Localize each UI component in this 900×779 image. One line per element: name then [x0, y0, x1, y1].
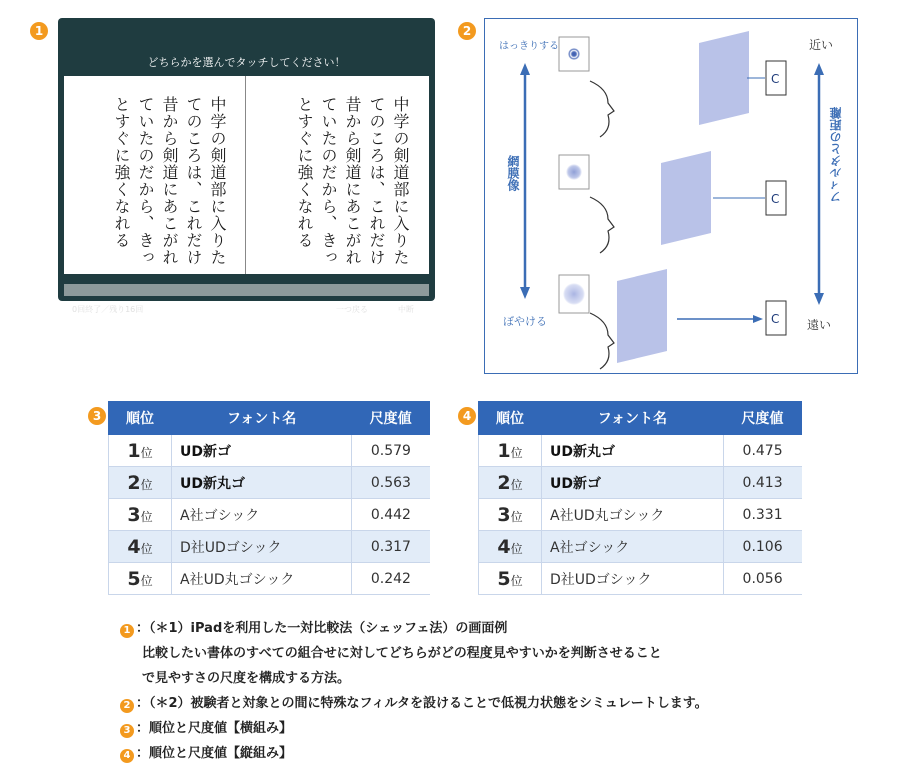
font-name: A社UD丸ゴシック: [542, 499, 724, 531]
rank-suffix: 位: [510, 445, 523, 460]
scale-value: 0.242: [352, 563, 430, 595]
rank-number: 5: [497, 567, 511, 590]
face-profile-icon: [590, 313, 614, 369]
table-row: [479, 499, 802, 531]
ipad-instruction: どちらかを選んでタッチしてください！: [147, 56, 346, 69]
rank-suffix: 位: [140, 477, 153, 492]
table-row: [109, 499, 430, 531]
filter-panel: [699, 31, 749, 125]
badge-2: 2: [458, 22, 476, 40]
header-font: フォント名: [172, 402, 352, 435]
note-badge-3: 3: [120, 724, 134, 738]
font-name: A社ゴシック: [172, 499, 352, 531]
rank-number: 3: [497, 503, 511, 526]
note-2: [120, 691, 708, 716]
rank-suffix: 位: [140, 509, 153, 524]
scale-value: 0.442: [352, 499, 430, 531]
face-profile-icon: [590, 81, 614, 137]
table-row: [109, 467, 430, 499]
badge-3: 3: [88, 407, 106, 425]
note-4-text: ：順位と尺度値【縦組み】: [136, 746, 293, 761]
font-name: D社UDゴシック: [542, 563, 724, 595]
scale-value: 0.317: [352, 531, 430, 563]
blur-label: ぼやける: [503, 315, 547, 328]
rank-suffix: 位: [510, 573, 523, 588]
note-3-text: ：順位と尺度値【横組み】: [136, 721, 293, 736]
note-1-line3: で見やすさの尺度を構成する方法。: [142, 671, 351, 686]
rank-number: 1: [497, 439, 511, 462]
ipad-choice-area: [64, 76, 429, 274]
progress-bar: [64, 284, 429, 296]
rank-number: 1: [127, 439, 141, 462]
font-name: UD新丸ゴ: [172, 467, 352, 499]
note-3: [120, 716, 708, 741]
ranking-table-vertical: [478, 401, 802, 595]
rank-suffix: 位: [140, 573, 153, 588]
note-badge-4: 4: [120, 749, 134, 763]
table-row: [479, 467, 802, 499]
rank-suffix: 位: [510, 477, 523, 492]
ipad-footer: [58, 302, 435, 316]
table-row: [109, 531, 430, 563]
font-name: UD新ゴ: [172, 435, 352, 467]
header-font: フォント名: [542, 402, 724, 435]
header-rank: 順位: [109, 402, 172, 435]
stop-button[interactable]: 中断: [398, 305, 414, 314]
choice-panel-right[interactable]: [247, 76, 428, 274]
table-row: [479, 435, 802, 467]
rank-suffix: 位: [140, 445, 153, 460]
badge-1: 1: [30, 22, 48, 40]
header-rank: 順位: [479, 402, 542, 435]
rank-suffix: 位: [140, 541, 153, 556]
back-button[interactable]: 一つ戻る: [336, 305, 368, 314]
ring-blur-icon: [563, 283, 585, 305]
distance-label: フィルタとの距離: [829, 107, 843, 203]
font-name: D社UDゴシック: [172, 531, 352, 563]
table-row: [479, 531, 802, 563]
rank-number: 4: [497, 535, 511, 558]
rank-number: 3: [127, 503, 141, 526]
clear-label: はっきりする: [499, 41, 559, 52]
ipad-screen: [58, 18, 435, 314]
note-2-text: ：（＊2）被験者と対象との間に特殊なフィルタを設けることで低視力状態をシミュレートします。: [136, 696, 708, 711]
table-row: [109, 435, 430, 467]
rank-number: 4: [127, 535, 141, 558]
landolt-c-icon: C: [771, 312, 780, 326]
filter-panel: [661, 151, 711, 245]
ranking-table-horizontal: [108, 401, 430, 595]
caption-notes: [120, 616, 708, 766]
filter-diagram: [484, 18, 858, 374]
rank-suffix: 位: [510, 541, 523, 556]
panel-left-text: 中学の剣道部に入りたてのころは、これだけ昔から剣道にあこがれていたのだから、きっとすぐに強くなれる: [112, 96, 227, 266]
scale-value: 0.331: [723, 499, 801, 531]
scale-value: 0.106: [723, 531, 801, 563]
scale-value: 0.475: [723, 435, 801, 467]
arrow-head-down: [520, 287, 530, 299]
near-label: 近い: [809, 38, 834, 52]
rank-number: 2: [497, 471, 511, 494]
scale-value: 0.056: [723, 563, 801, 595]
table-row: [479, 563, 802, 595]
note-4: [120, 741, 708, 766]
filter-panel: [617, 269, 667, 363]
note-1-line1: ：（＊1）iPadを利用した一対比較法（シェッフェ法）の画面例: [136, 621, 508, 636]
progress-count: 0回終了／残り16回: [72, 305, 144, 314]
ring-mid-icon: [566, 164, 582, 180]
rank-number: 5: [127, 567, 141, 590]
far-label: 遠い: [807, 318, 832, 332]
scale-value: 0.413: [723, 467, 801, 499]
face-profile-icon: [590, 197, 614, 253]
rank-number: 2: [127, 471, 141, 494]
landolt-c-icon: C: [771, 72, 780, 86]
note-1: [120, 616, 708, 641]
font-name: A社UD丸ゴシック: [172, 563, 352, 595]
font-name: UD新ゴ: [542, 467, 724, 499]
filter-diagram-svg: [485, 19, 857, 373]
font-name: UD新丸ゴ: [542, 435, 724, 467]
header-value: 尺度値: [723, 402, 801, 435]
rank-suffix: 位: [510, 509, 523, 524]
table-header-row: [109, 402, 430, 435]
landolt-c-icon: C: [771, 192, 780, 206]
badge-4: 4: [458, 407, 476, 425]
header-value: 尺度値: [352, 402, 430, 435]
note-1-line2: 比較したい書体のすべての組合せに対してどちらがどの程度見やすいかを判断させること: [142, 646, 662, 661]
font-name: A社ゴシック: [542, 531, 724, 563]
note-badge-2: 2: [120, 699, 134, 713]
table-row: [109, 563, 430, 595]
panel-right-text: 中学の剣道部に入りたてのころは、これだけ昔から剣道にあこがれていたのだから、きっとすぐに強くなれる: [295, 96, 410, 266]
scale-value: 0.579: [352, 435, 430, 467]
arrow-head-right: [753, 315, 763, 323]
table-header-row: [479, 402, 802, 435]
note-badge-1: 1: [120, 624, 134, 638]
arrow-head-up: [520, 63, 530, 75]
scale-value: 0.563: [352, 467, 430, 499]
choice-panel-left[interactable]: [64, 76, 246, 274]
ring-clear-icon: [568, 48, 580, 60]
arrow-head-up: [814, 63, 824, 75]
arrow-head-down: [814, 293, 824, 305]
retina-label: 網膜像: [506, 155, 520, 191]
